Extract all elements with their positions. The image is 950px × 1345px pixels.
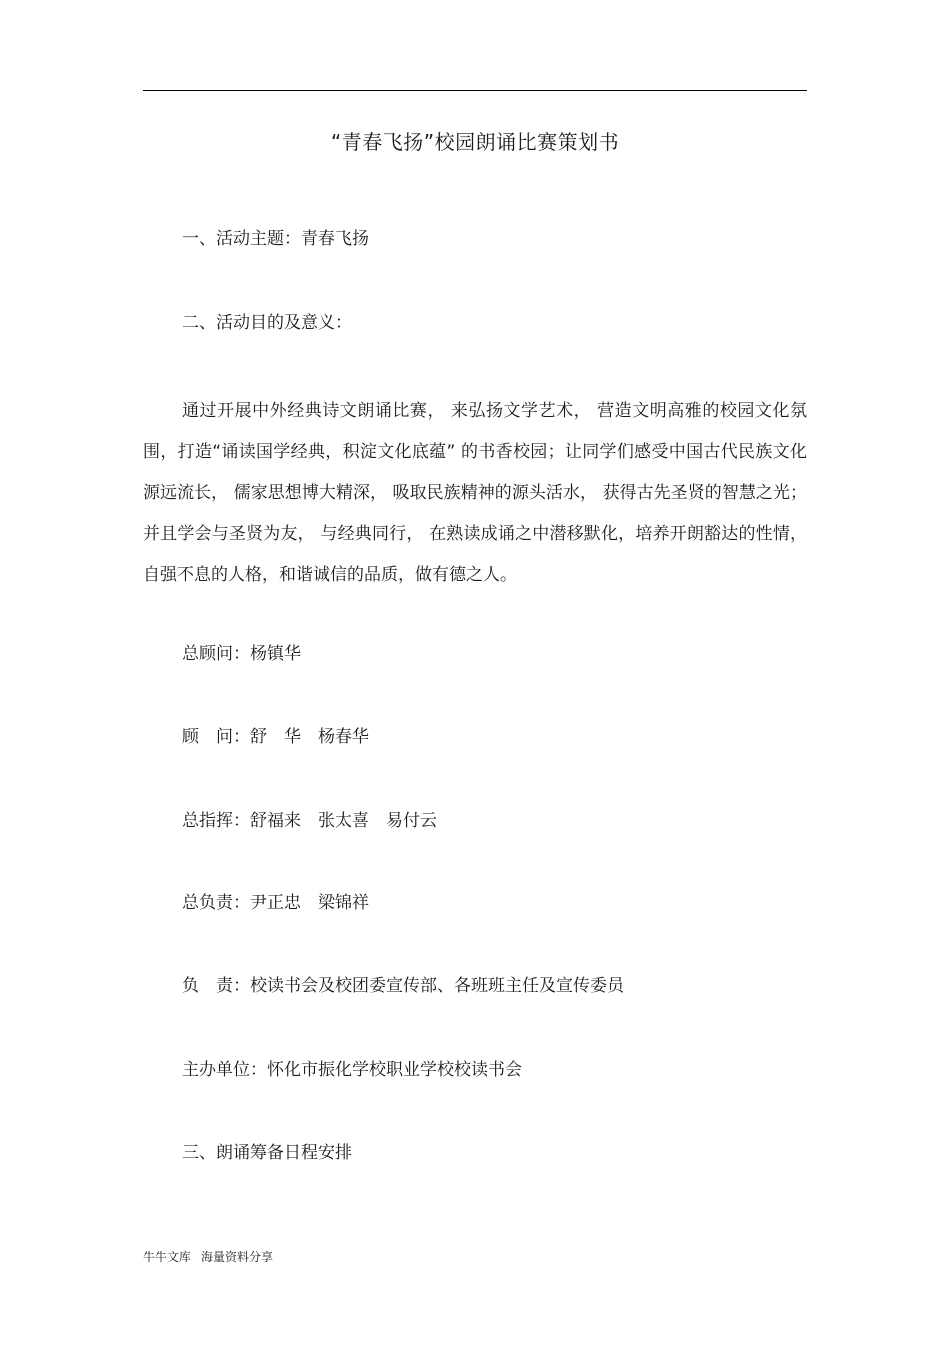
header-rule [143,90,807,91]
schedule-heading: 三、朗诵筹备日程安排 [182,1143,352,1163]
advisors-line: 顾 问：舒 华 杨春华 [182,727,369,747]
footer-site-name: 牛牛文库 [143,1250,192,1264]
responsible-line: 负 责：校读书会及校团委宣传部、各班班主任及宣传委员 [182,976,624,996]
commander-line: 总指挥：舒福来 张太喜 易付云 [182,811,437,831]
chief-advisor-line: 总顾问：杨镇华 [182,644,301,664]
chief-responsible-line: 总负责：尹正忠 梁锦祥 [182,893,369,913]
page-footer [143,1248,273,1266]
organizer-line: 主办单位：怀化市振化学校职业学校校读书会 [182,1060,522,1080]
purpose-heading: 二、活动目的及意义： [182,313,352,333]
footer-slogan: 海量资料分享 [201,1250,274,1264]
purpose-paragraph: 通过开展中外经典诗文朗诵比赛， 来弘扬文学艺术， 营造文明高雅的校园文化氛围，打造“诵读国学经典，积淀文化底蕴” 的书香校园；让同学们感受中国古代民族文化源远流长， 儒家思想博大精深， 吸取民族精神的源头活水， 获得古先圣贤的智慧之光； 并且学会与圣贤为友， 与经典同行， 在熟读成诵之中潜移默化，培养开朗豁达的性情，自强不息的人格，和谐诚信的品质，做有德之人。 [143,401,807,585]
document-title: “青春飞扬”校园朗诵比赛策划书 [330,130,620,154]
activity-theme: 一、活动主题：青春飞扬 [182,229,369,249]
